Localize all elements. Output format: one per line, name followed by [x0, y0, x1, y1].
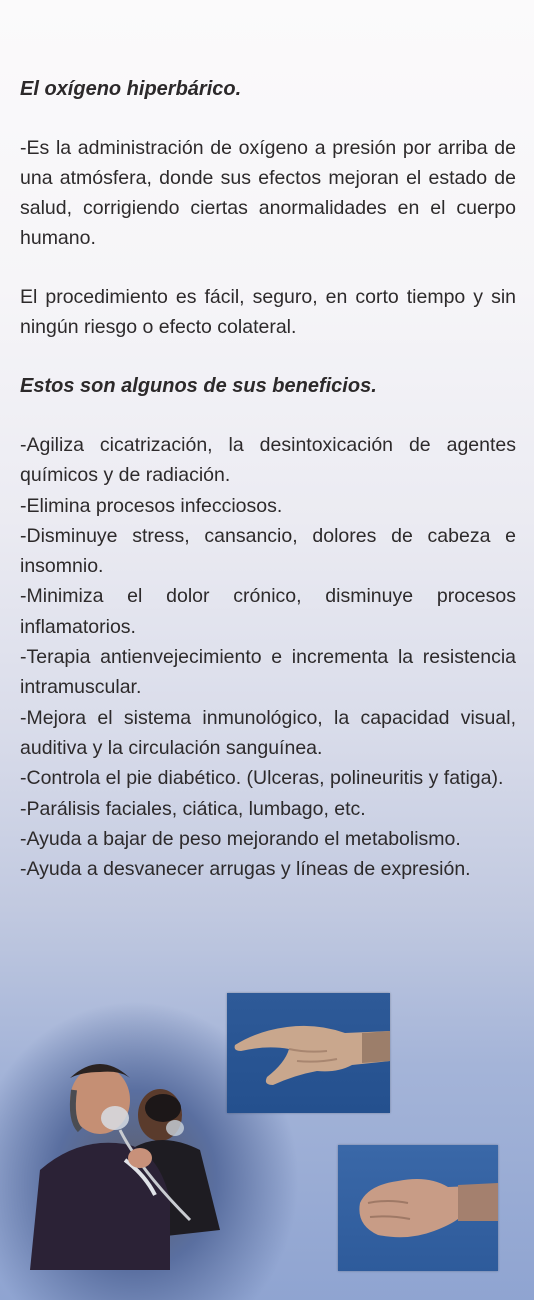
- benefit-item: -Disminuye stress, cansancio, dolores de cabeza e insomnio.: [20, 524, 516, 578]
- benefit-item: -Mejora el sistema inmunológico, la capacidad visual, auditiva y la circulación sanguínea.: [20, 706, 516, 759]
- benefit-item: -Parálisis faciales, ciática, lumbago, etc.: [20, 797, 366, 820]
- benefit-item: -Ayuda a bajar de peso mejorando el metabolismo.: [20, 827, 461, 850]
- benefits-heading: Estos son algunos de sus beneficios.: [20, 375, 377, 397]
- benefit-item: -Elimina procesos infecciosos.: [20, 494, 283, 517]
- text-column: [20, 74, 516, 884]
- page-title: El oxígeno hiperbárico.: [20, 78, 242, 100]
- benefit-item: -Ayuda a desvanecer arrugas y líneas de expresión.: [20, 858, 471, 881]
- benefit-item: -Minimiza el dolor crónico, disminuye procesos inflamatorios.: [20, 585, 516, 638]
- procedure-paragraph: El procedimiento es fácil, seguro, en corto tiempo y sin ningún riesgo o efecto colateral.: [20, 286, 516, 338]
- benefit-item: -Controla el pie diabético. (Ulceras, polineuritis y fatiga).: [20, 767, 504, 790]
- clenched-fist-image: [338, 1145, 498, 1271]
- intro-paragraph: -Es la administración de oxígeno a presión por arriba de una atmósfera, donde sus efectos mejoran el estado de salud, corrigiendo ciertas anormalidades en el cuerpo humano.: [20, 137, 516, 249]
- open-hand-image: [227, 993, 390, 1113]
- benefits-list: [20, 430, 516, 884]
- benefit-item: -Agiliza cicatrización, la desintoxicación de agentes químicos y de radiación.: [20, 434, 516, 487]
- benefit-item: -Terapia antienvejecimiento e incrementa la resistencia intramuscular.: [20, 646, 516, 699]
